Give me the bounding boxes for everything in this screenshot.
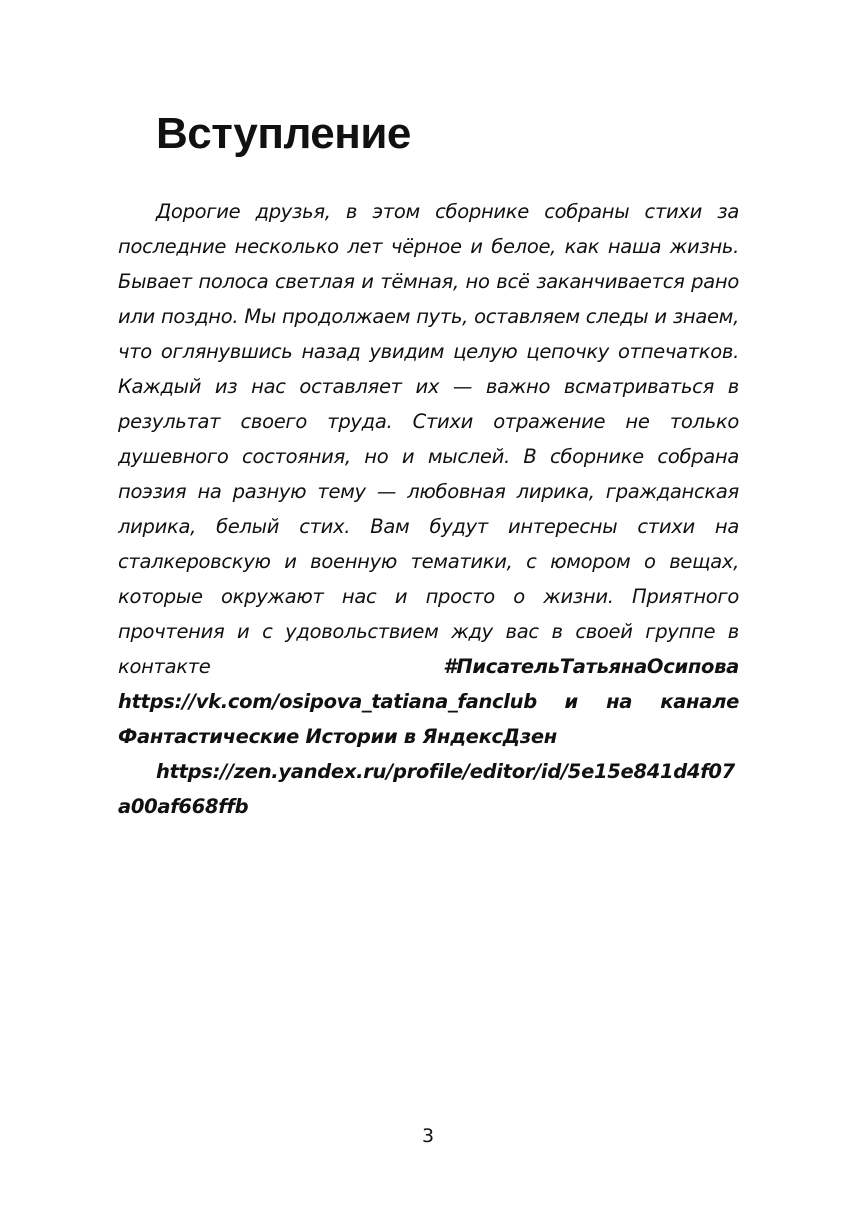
page-title: Вступление xyxy=(156,109,411,158)
vk-group-link[interactable]: https://vk.com/osipova_tatiana_fanclub xyxy=(118,690,537,713)
zen-channel-name: Фантастические Истории в ЯндексДзен xyxy=(118,725,557,748)
introduction-text xyxy=(118,194,739,824)
page-number: 3 xyxy=(421,1125,435,1147)
author-hashtag[interactable]: #ПисательТатьянаОсипова xyxy=(443,655,739,678)
intro-paragraph xyxy=(118,194,739,754)
zen-profile-link[interactable]: https://zen.yandex.ru/profile/editor/id/5e15e841d4f07a00af668ffb xyxy=(118,760,735,818)
channel-connector-text: и на канале xyxy=(564,690,740,713)
intro-paragraph-text: Дорогие друзья, в этом сборнике собраны стихи за последние несколько лет чёрное и белое, как наша жизнь. Бывает полоса светлая и тёмная, но всё заканчивается рано или поздно. Мы продолжаем путь, оставляем следы и знаем, что оглянувшись назад увидим целую цепочку отпечатков. Каждый из нас оставляет их — важно всматриваться в результат своего труда. Стихи отражение не только душевного состояния, но и мыслей. В сборнике собрана поэзия на разную тему — любовная лирика, гражданская лирика, белый стих. Вам будут интересны стихи на сталкеровскую и военную тематики, с юмором о вещах, которые окружают нас и просто о жизни. Приятного прочтения и с удовольствием жду вас в своей группе в контакте xyxy=(118,200,739,678)
